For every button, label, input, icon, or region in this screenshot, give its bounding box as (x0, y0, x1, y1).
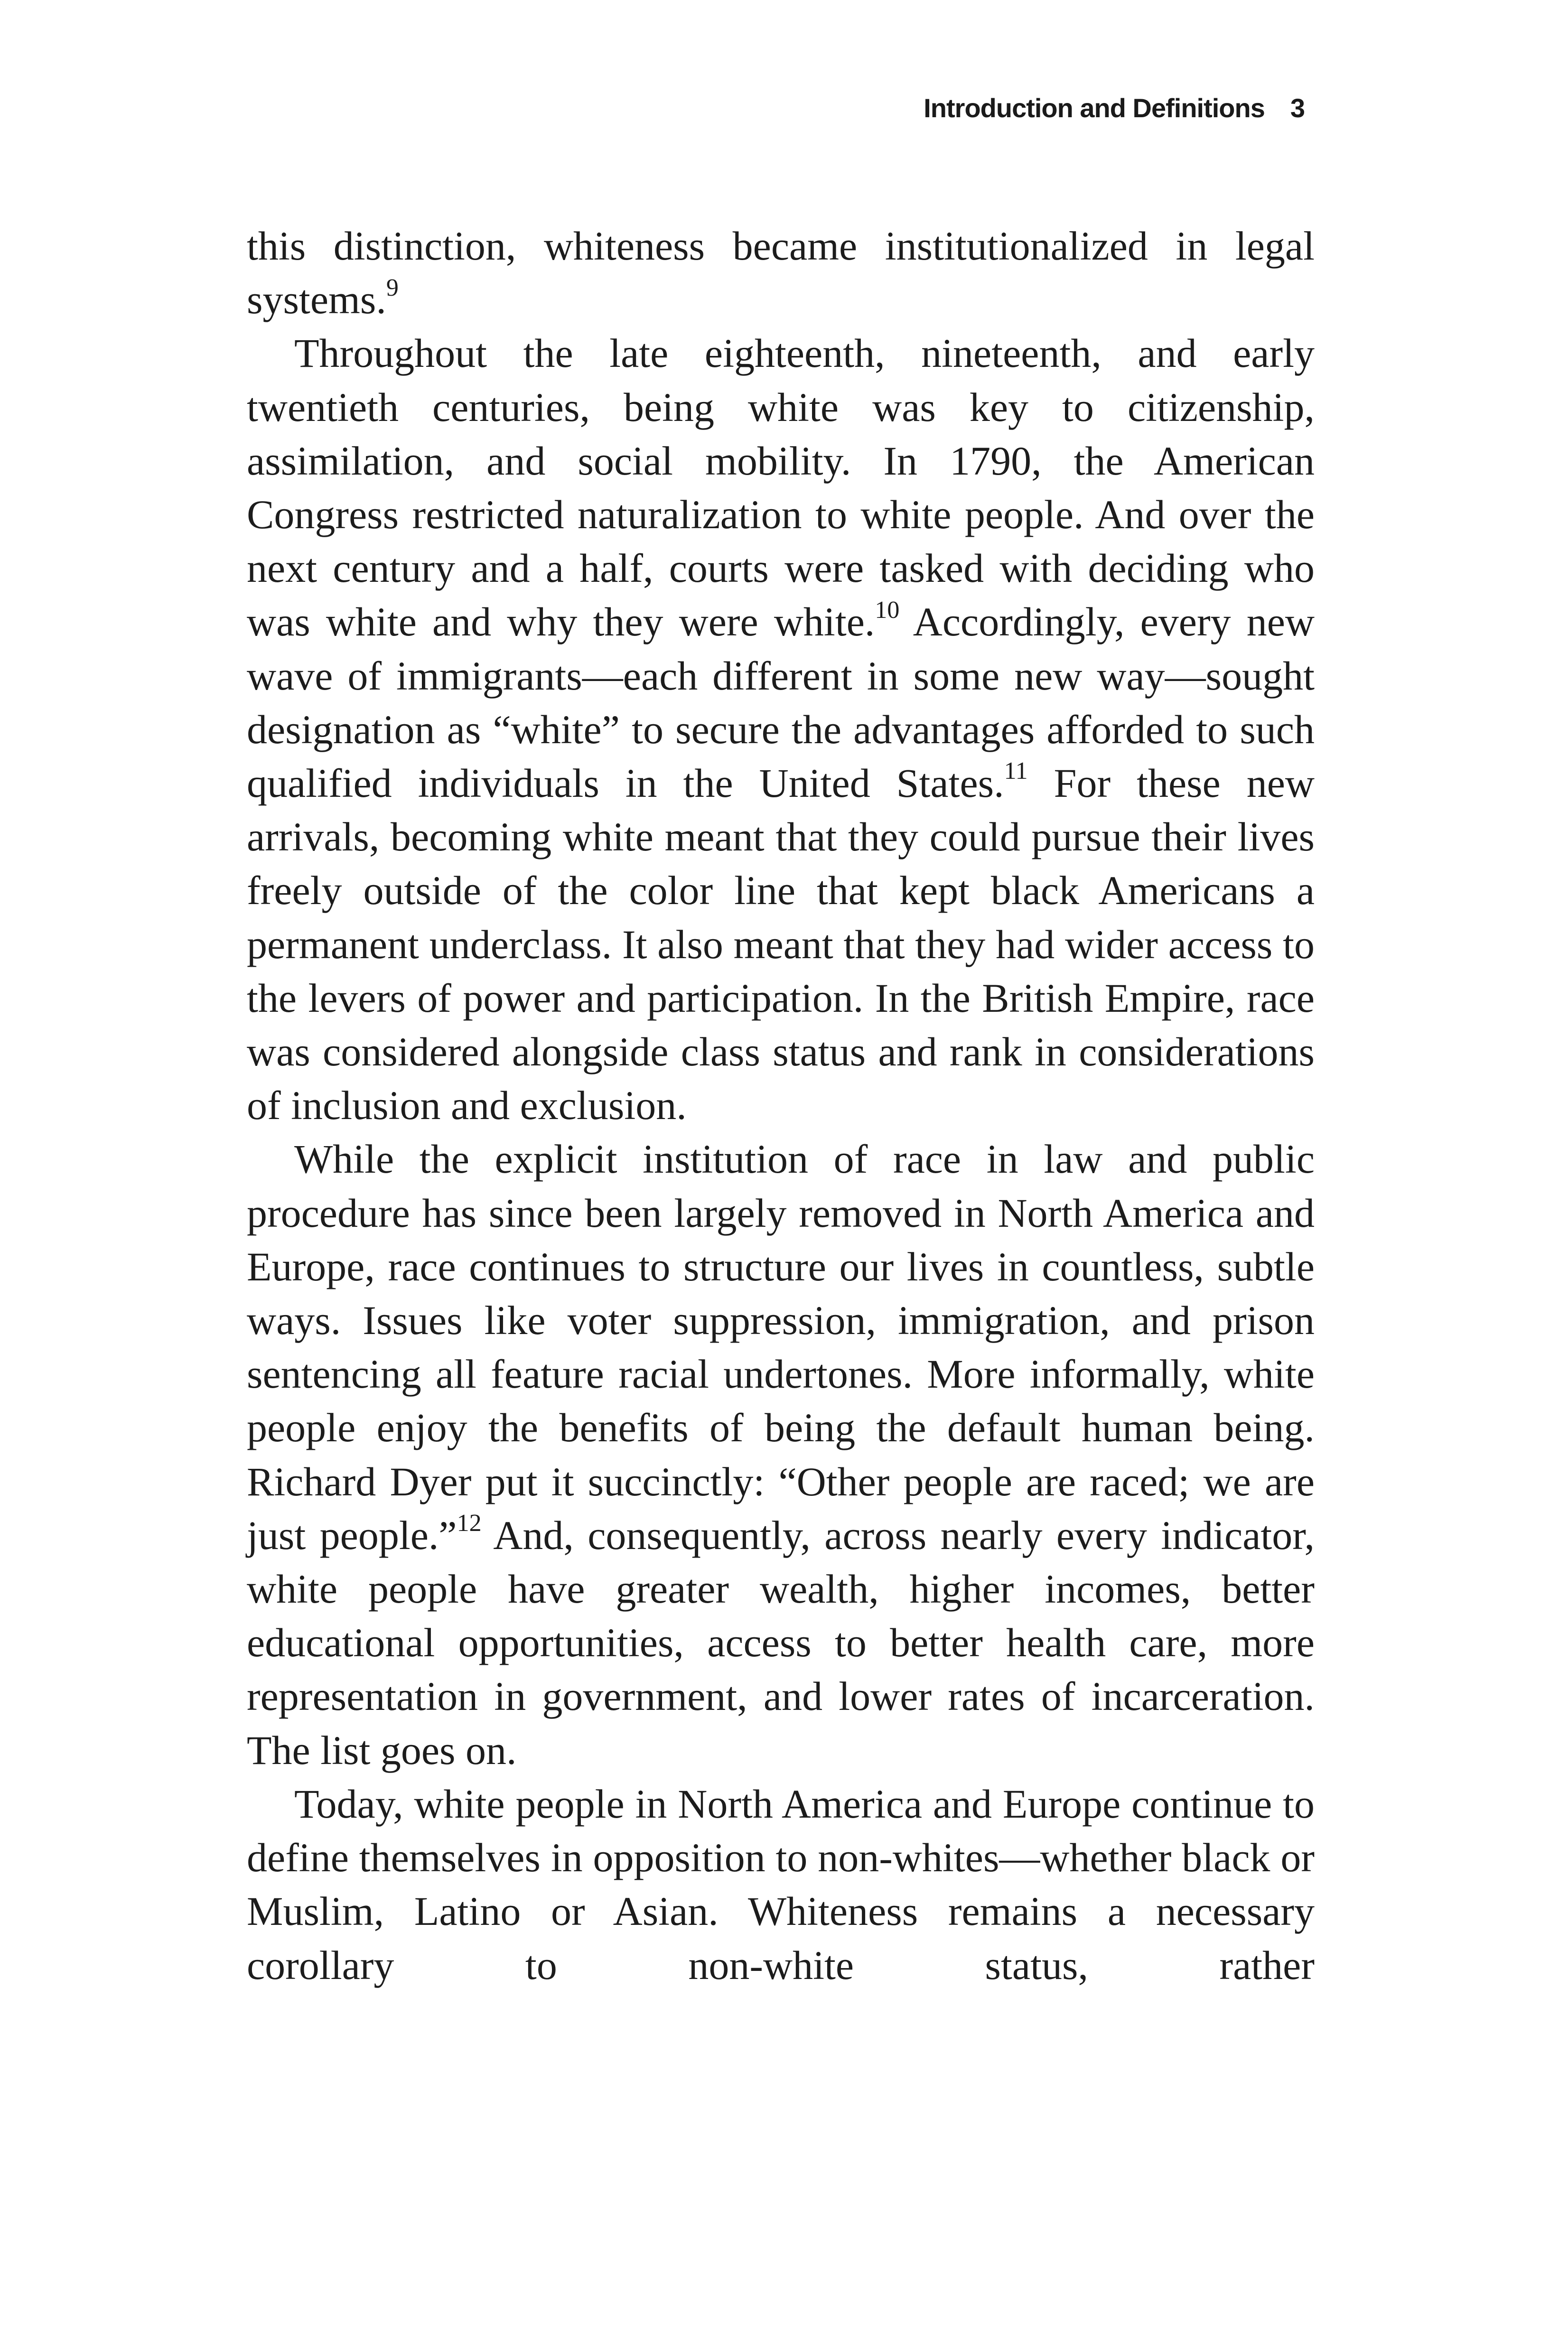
paragraph-3-segment-1: While the explicit institution of race in law and public procedure has since been largely removed in North America and Europe, race continues to structure our lives in countless, subtle ways. Issues like voter suppression, immigration, and prison sentencing all feature racial undertones. More informally, white people enjoy the benefits of being the default human being. Richard Dyer put it succinctly: “Other people are raced; we are just people.” (247, 1136, 1315, 1558)
paragraph-4 (247, 1777, 1315, 1992)
footnote-ref-9: 9 (386, 274, 399, 301)
paragraph-1 (247, 219, 1315, 327)
paragraph-1-text: this distinction, whiteness became institutionalized in legal systems. (247, 223, 1315, 323)
paragraph-4-text: Today, white people in North America and Europe continue to define themselves in opposition to non-whites—whether black or Muslim, Latino or Asian. Whiteness remains a necessary corollary to non-white status, rather (247, 1781, 1315, 1988)
footnote-ref-10: 10 (875, 596, 900, 624)
paragraph-2-segment-2: Accordingly, every new wave of immigrants—each different in some new way—sought designation as “white” to secure the advantages afforded to such qualified individuals in the United States. (247, 599, 1315, 806)
footnote-ref-12: 12 (457, 1510, 482, 1537)
page-number: 3 (1290, 93, 1305, 123)
paragraph-3 (247, 1132, 1315, 1777)
paragraph-2-segment-1: Throughout the late eighteenth, nineteenth, and early twentieth centuries, being white was key to citizenship, assimilation, and social mobility. In 1790, the American Congress restricted naturalization to white people. And over the next century and a half, courts were tasked with deciding who was white and why they were white. (247, 330, 1315, 645)
footnote-ref-11: 11 (1004, 757, 1028, 785)
paragraph-2 (247, 327, 1315, 1132)
running-head (924, 93, 1305, 123)
running-head-title: Introduction and Definitions (924, 93, 1265, 123)
paragraph-2-segment-3: For these new arrivals, becoming white meant that they could pursue their lives freely outside of the color line that kept black Americans a permanent underclass. It also meant that they had wider access to the levers of power and participation. In the British Empire, race was considered alongside class status and rank in considerations of inclusion and exclusion. (247, 760, 1315, 1129)
body-text (247, 219, 1315, 1992)
paragraph-3-segment-2: And, consequently, across nearly every indicator, white people have greater wealth, higher incomes, better educational opportunities, access to better health care, more representation in government, and lower rates of incarceration. The list goes on. (247, 1512, 1315, 1773)
